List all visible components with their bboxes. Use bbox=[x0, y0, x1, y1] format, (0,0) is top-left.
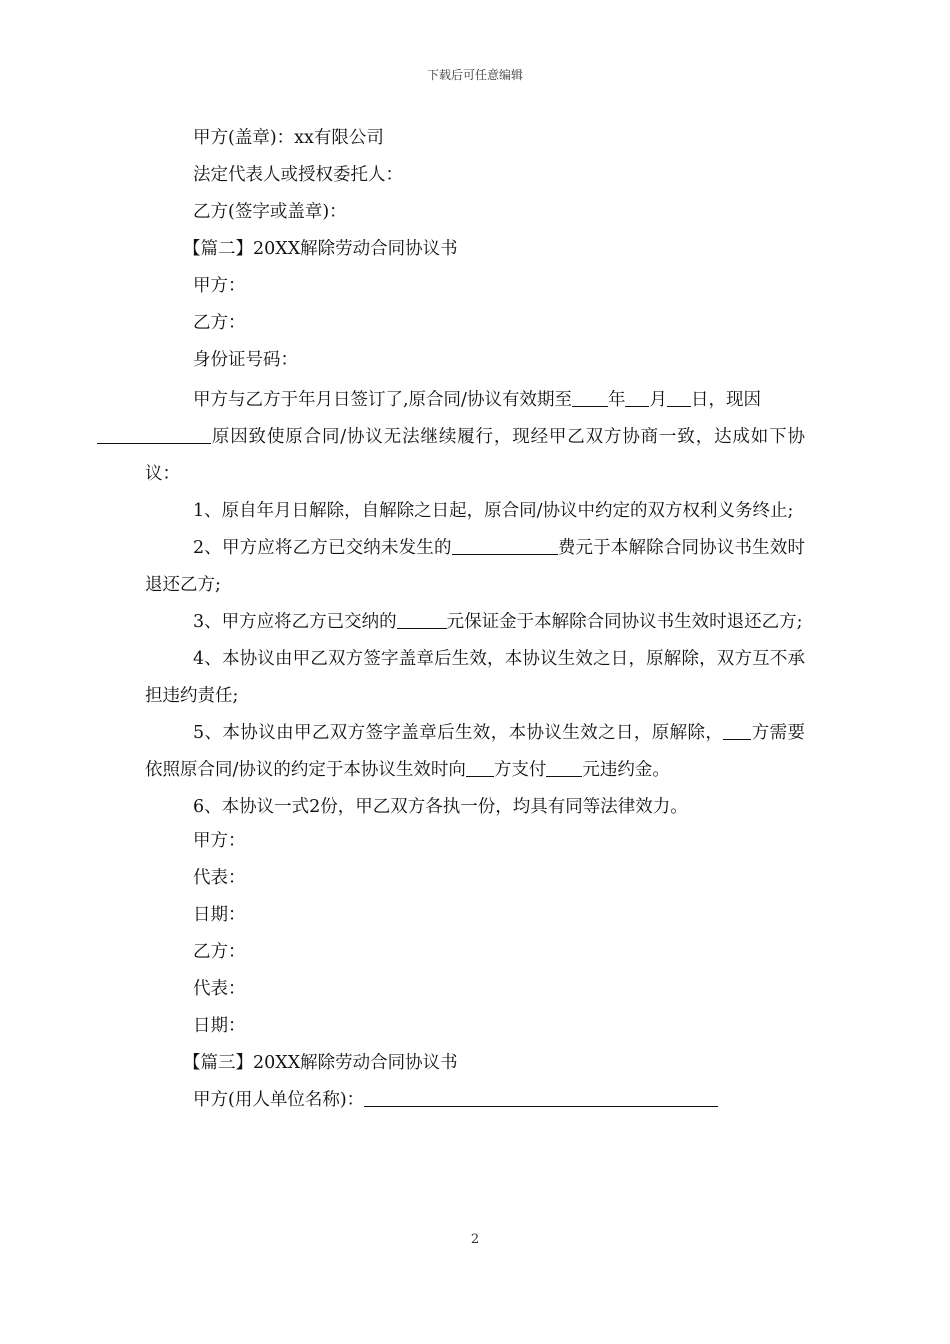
section-2-id-number: 身份证号码： bbox=[193, 350, 298, 370]
signature-rep-b: 代表： bbox=[193, 979, 246, 999]
blank-party-2 bbox=[466, 758, 494, 777]
blank-employer-name bbox=[364, 1088, 718, 1107]
item-1: 1、原自年月日解除，自解除之日起，原合同/协议中约定的双方权利义务终止; bbox=[193, 501, 794, 521]
section-2-party-b: 乙方： bbox=[193, 313, 246, 333]
blank-day bbox=[667, 388, 691, 407]
section-2-title: 【篇二】20XX解除劳动合同协议书 bbox=[183, 239, 458, 259]
blank-party bbox=[723, 721, 751, 740]
blank-year bbox=[572, 388, 608, 407]
signature-rep-a: 代表： bbox=[193, 868, 246, 888]
intro-paragraph: 甲方与乙方于年月日签订了,原合同/协议有效期至 年 月 日，现因 原因致使原合同/协议无法继续履行，现经甲乙双方协商一致，达成如下协议： bbox=[145, 382, 805, 493]
party-b-sign-line: 乙方(签字或盖章)： bbox=[193, 202, 347, 222]
blank-deposit bbox=[397, 610, 447, 629]
item-6: 6、本协议一式2份，甲乙双方各执一份，均具有同等法律效力。 bbox=[193, 797, 688, 817]
blank-reason bbox=[97, 425, 211, 444]
item-4: 4、本协议由甲乙双方签字盖章后生效，本协议生效之日，原解除，双方互不承担违约责任; bbox=[145, 649, 805, 706]
party-a-seal-line: 甲方(盖章)：xx有限公司 bbox=[193, 128, 384, 148]
page-number: 2 bbox=[470, 1232, 480, 1247]
item-3: 3、甲方应将乙方已交纳的 元保证金于本解除合同协议书生效时退还乙方; bbox=[193, 612, 803, 632]
legal-rep-line: 法定代表人或授权委托人： bbox=[193, 165, 403, 185]
item-2: 2、甲方应将乙方已交纳未发生的 费元于本解除合同协议书生效时退还乙方; bbox=[145, 538, 806, 595]
blank-fee-name bbox=[452, 536, 558, 555]
section-2-party-a: 甲方： bbox=[193, 276, 246, 296]
signature-date-a: 日期： bbox=[193, 905, 246, 925]
signature-date-b: 日期： bbox=[193, 1016, 246, 1036]
item-5: 5、本协议由甲乙双方签字盖章后生效，本协议生效之日，原解除， 方需要依照原合同/协议的约定于本协议生效时向 方支付 元违约金。 bbox=[145, 723, 805, 780]
page-header: 下载后可任意编辑 bbox=[426, 68, 523, 82]
signature-party-b: 乙方： bbox=[193, 942, 246, 962]
section-3-title: 【篇三】20XX解除劳动合同协议书 bbox=[183, 1053, 458, 1073]
section-3-party-a: 甲方(用人单位名称)： bbox=[145, 1085, 805, 1122]
blank-month bbox=[625, 388, 649, 407]
document-body bbox=[145, 123, 805, 1122]
blank-amount bbox=[546, 758, 582, 777]
signature-party-a: 甲方： bbox=[193, 831, 246, 851]
